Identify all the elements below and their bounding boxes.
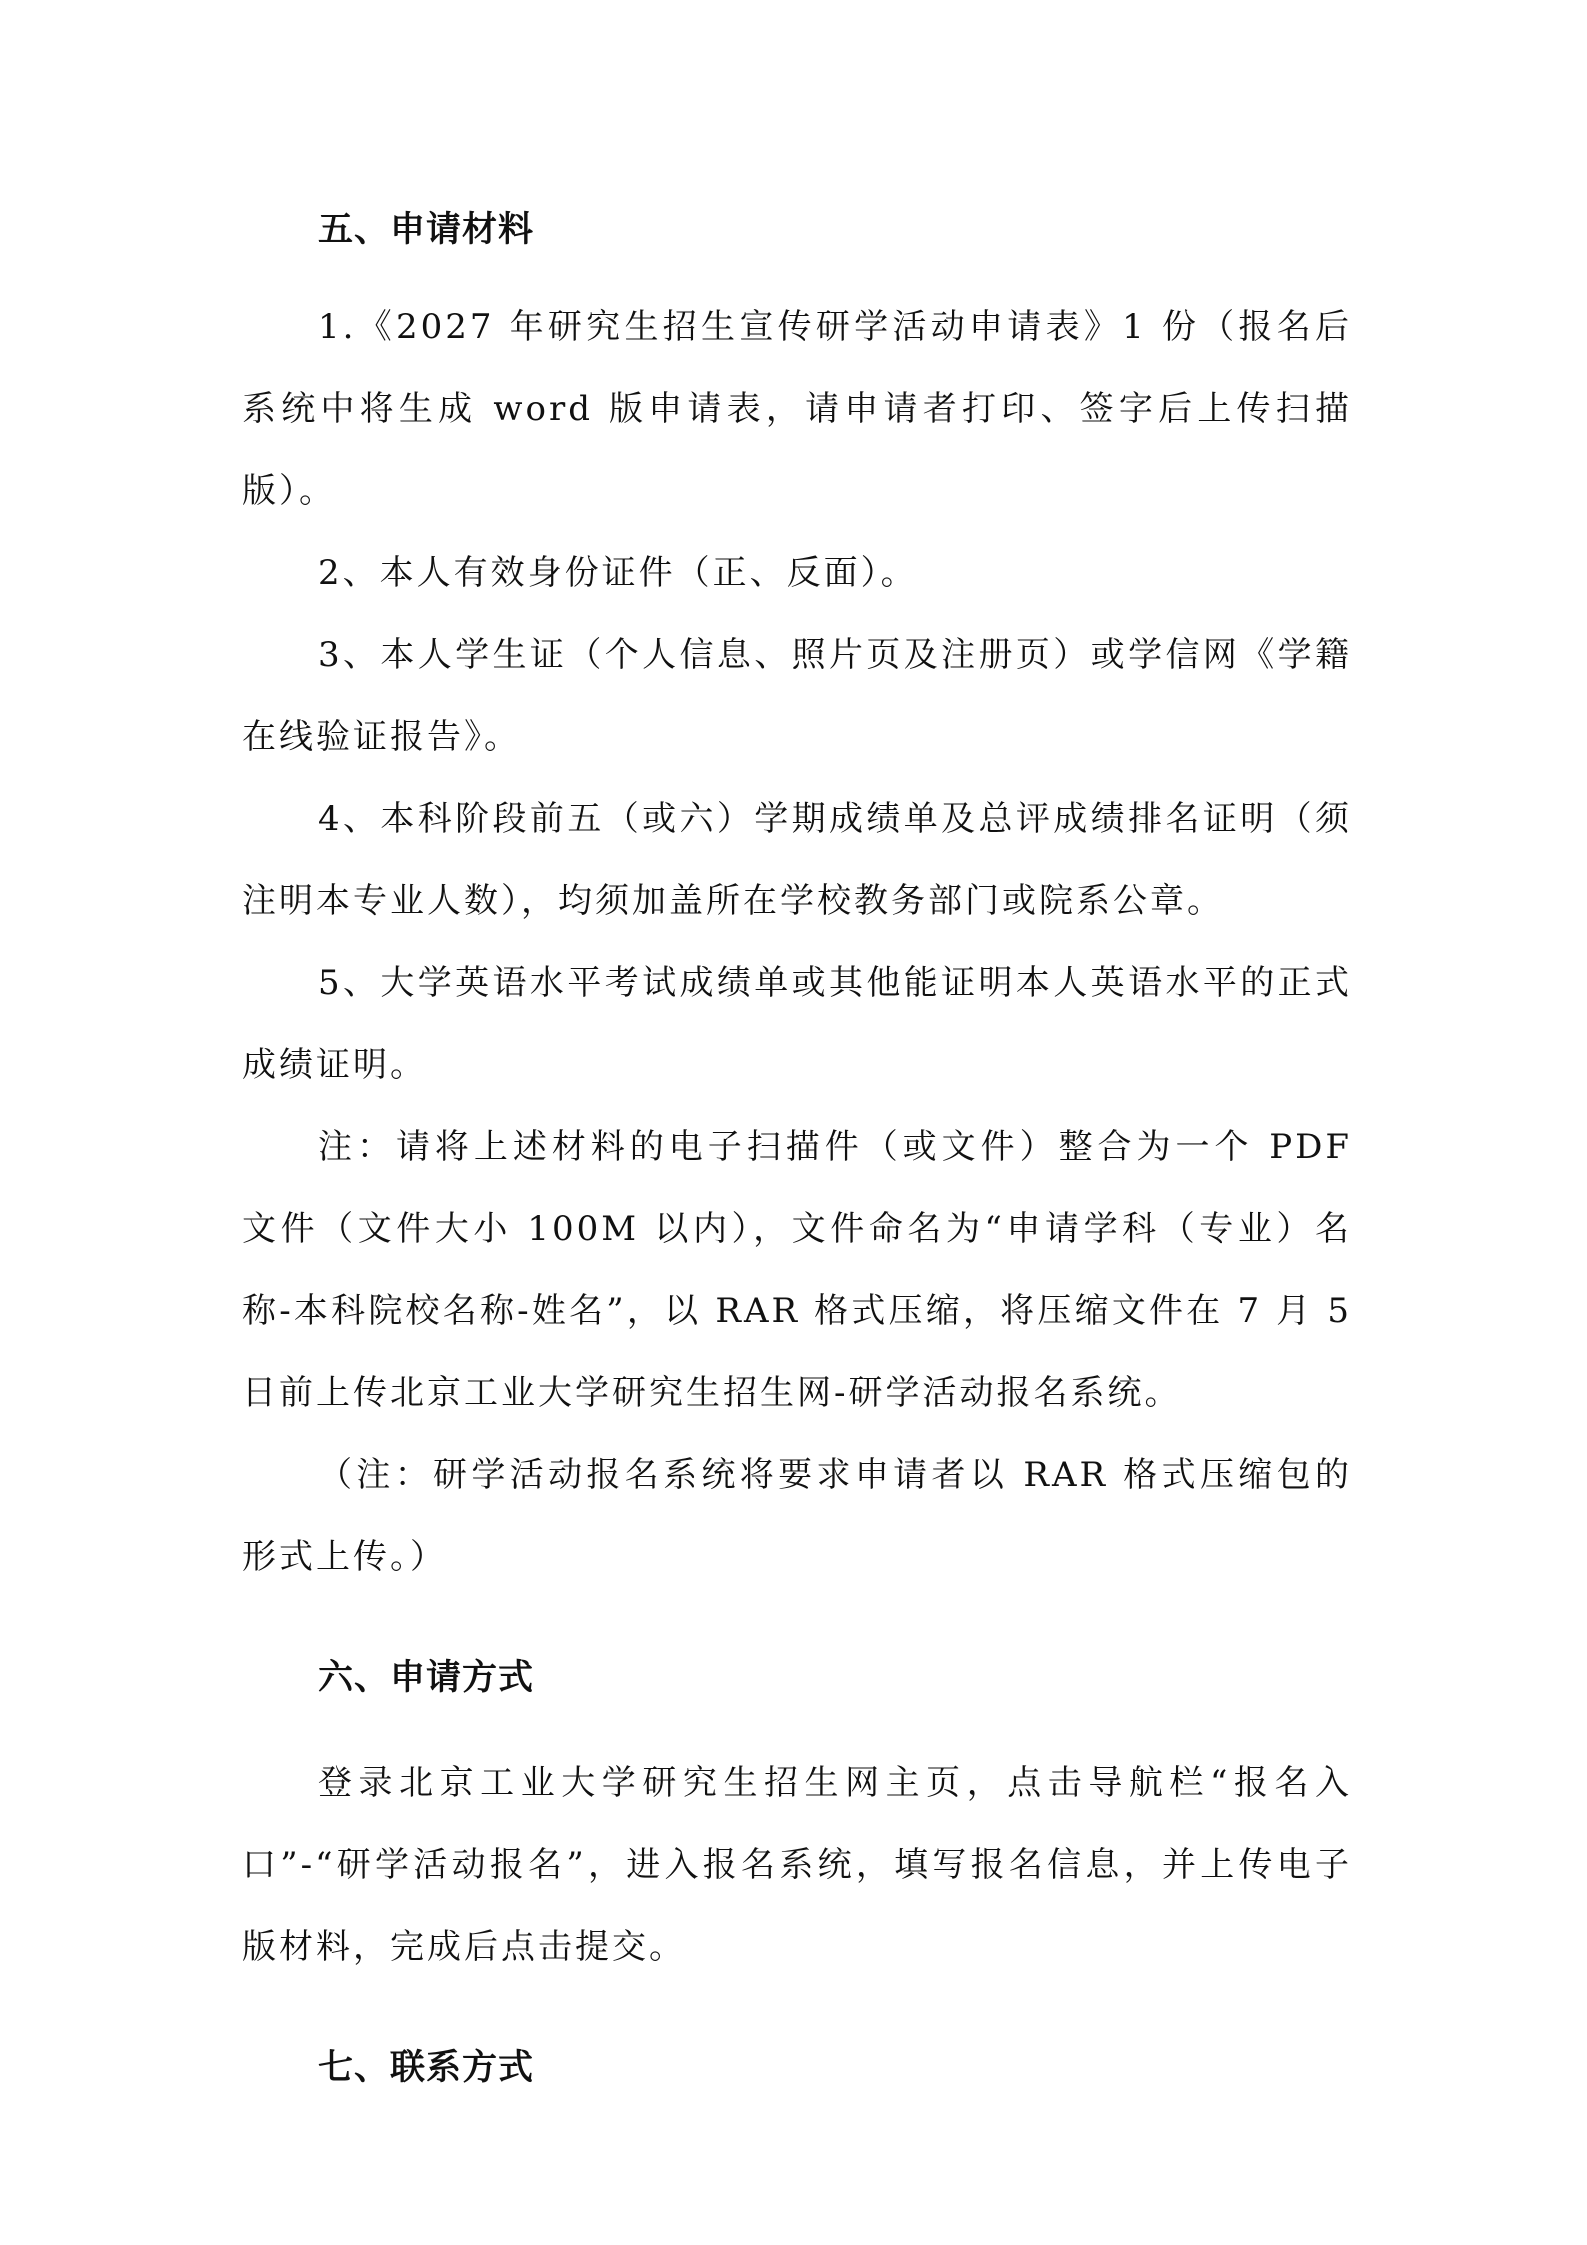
materials-item-2: 2、本人有效身份证件（正、反面）。 <box>318 553 918 593</box>
materials-item-3: 3、本人学生证（个人信息、照片页及注册页）或学信网《学籍在线验证报告》。 <box>242 635 1352 757</box>
materials-upload-note: （注：研学活动报名系统将要求申请者以 RAR 格式压缩包的形式上传。） <box>242 1455 1352 1577</box>
section-heading-contact: 七、联系方式 <box>318 2048 535 2088</box>
materials-item-4: 4、本科阶段前五（或六）学期成绩单及总评成绩排名证明（须注明本专业人数），均须加盖所在学校教务部门或院系公章。 <box>242 799 1352 921</box>
document-body <box>242 204 1352 2094</box>
application-method-text: 登录北京工业大学研究生招生网主页，点击导航栏“报名入口”-“研学活动报名”，进入报名系统，填写报名信息，并上传电子版材料，完成后点击提交。 <box>242 1763 1352 1967</box>
section-heading-materials: 五、申请材料 <box>318 210 535 250</box>
materials-item-1: 1.《2027 年研究生招生宣传研学活动申请表》1 份（报名后系统中将生成 word 版申请表，请申请者打印、签字后上传扫描版）。 <box>242 307 1352 511</box>
materials-note: 注：请将上述材料的电子扫描件（或文件）整合为一个 PDF 文件（文件大小 100M 以内），文件命名为“申请学科（专业）名称-本科院校名称-姓名”，以 RAR 格式压缩，将压缩文件在 7 月 5 日前上传北京工业大学研究生招生网-研学活动报名系统。 <box>242 1127 1352 1413</box>
section-heading-application-method: 六、申请方式 <box>318 1658 535 1698</box>
materials-item-5: 5、大学英语水平考试成绩单或其他能证明本人英语水平的正式成绩证明。 <box>242 963 1352 1085</box>
